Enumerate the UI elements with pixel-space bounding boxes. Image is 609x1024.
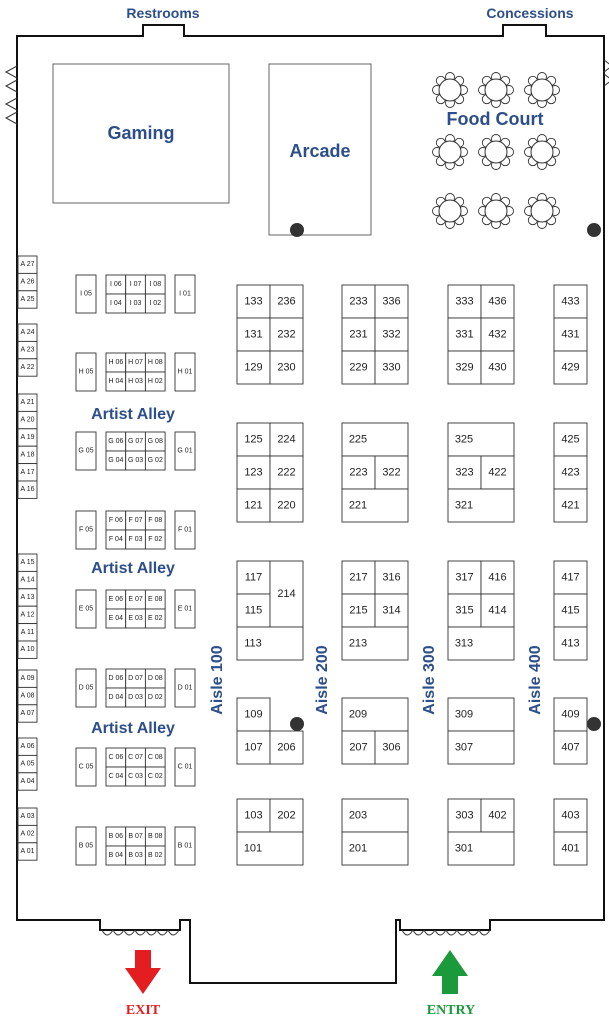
round-table-icon: [479, 135, 514, 170]
artist-alley-label: Artist Alley: [91, 720, 175, 737]
vendor-booth-label: 316: [382, 571, 401, 584]
artist-booth-label: C 06: [108, 754, 124, 761]
a-booth-label: A 02: [20, 830, 35, 838]
artist-booth-label: B 01: [177, 842, 193, 850]
vendor-booth-label: 303: [455, 809, 474, 822]
artist-booth-label: D 07: [128, 675, 143, 682]
double-door-icon: [6, 98, 17, 124]
vendor-booth-label: 129: [244, 361, 263, 374]
pillar-icon: [290, 223, 304, 237]
artist-booth-label: B 04: [108, 852, 124, 859]
a-booth-label: A 25: [20, 296, 35, 303]
a-booth-label: A 16: [20, 486, 35, 494]
artist-booth-label: I 05: [80, 290, 92, 298]
artist-booth-label: H 06: [108, 359, 124, 366]
artist-booth-label: C 04: [108, 773, 124, 780]
exit-arrow-icon: [125, 950, 161, 994]
arcade-label: Arcade: [289, 141, 351, 161]
vendor-booth-label: 323: [455, 466, 474, 479]
artist-booth-label: D 02: [147, 694, 163, 701]
artist-booth-label: D 06: [108, 675, 124, 682]
double-door-icon: [6, 66, 17, 92]
artist-booth-label: F 01: [177, 526, 193, 534]
artist-booth-label: E 03: [128, 615, 143, 622]
round-table-icon: [525, 135, 560, 170]
vendor-booth-label: 336: [382, 295, 401, 308]
artist-booth-label: C 01: [177, 763, 193, 771]
vendor-booth-label: 301: [454, 842, 474, 855]
artist-booth-label: F 02: [148, 536, 163, 543]
vendor-booth-label: 123: [244, 466, 263, 479]
vendor-booth-label: 230: [277, 361, 296, 374]
artist-booth-label: C 05: [78, 763, 94, 771]
vendor-booth-label: 436: [488, 295, 507, 308]
vendor-booth-label: 413: [561, 637, 580, 650]
vendor-booth-label: 421: [561, 499, 580, 512]
vendor-booth-label: 314: [382, 604, 401, 617]
concessions-label: Concessions: [486, 5, 574, 21]
round-table-icon: [479, 194, 514, 229]
vendor-booth-label: 232: [277, 328, 296, 341]
vendor-booth-label: 223: [349, 466, 368, 479]
vendor-booth-label: 224: [277, 433, 296, 446]
artist-booth-label: G 04: [108, 457, 124, 464]
vendor-booth-label: 330: [382, 361, 401, 374]
artist-booth-label: B 07: [128, 833, 143, 840]
vendor-booth-label: 306: [382, 741, 401, 754]
artist-booth-label: C 08: [147, 754, 163, 761]
aisle-300-label: Aisle 300: [421, 645, 438, 715]
vendor-booth-label: 225: [348, 433, 368, 446]
artist-booth-label: E 07: [128, 596, 143, 603]
a-booth-label: A 24: [20, 329, 35, 337]
vendor-booth-label: 423: [561, 466, 580, 479]
vendor-booth-label: 107: [244, 741, 263, 754]
vendor-booth-label: 101: [243, 842, 263, 855]
vendor-booth-label: 206: [277, 741, 296, 754]
aisle-400-label: Aisle 400: [527, 645, 544, 715]
vendor-booth-label: 425: [561, 433, 580, 446]
vendor-booth-label: 415: [561, 604, 580, 617]
a-booth-label: A 10: [20, 646, 35, 654]
round-table-icon: [479, 73, 514, 108]
vendor-booth-label: 333: [455, 295, 474, 308]
artist-booth-label: H 03: [128, 378, 143, 385]
vendor-booth-label: 429: [561, 361, 580, 374]
vendor-booth-label: 433: [561, 295, 580, 308]
pillar-icon: [587, 223, 601, 237]
artist-alley-label: Artist Alley: [91, 560, 175, 577]
a-booth-label: A 06: [20, 743, 35, 751]
a-booth-label: A 03: [20, 813, 35, 821]
aisle-100-label: Aisle 100: [209, 645, 226, 715]
artist-booth-label: H 07: [128, 359, 143, 366]
vendor-booth-label: 431: [561, 328, 580, 341]
artist-booth-label: G 07: [127, 438, 144, 445]
vendor-booth-label: 233: [349, 295, 368, 308]
artist-booth-label: H 04: [108, 378, 124, 385]
artist-booth-label: I 04: [110, 300, 122, 307]
a-booth-label: A 17: [20, 468, 35, 476]
vendor-booth-label: 317: [455, 571, 474, 584]
artist-booth-label: E 04: [108, 615, 124, 622]
vendor-booth-label: 401: [561, 842, 580, 855]
vendor-booth-label: 203: [348, 809, 368, 822]
artist-booth-label: I 06: [110, 281, 122, 288]
vendor-booth-label: 202: [277, 809, 296, 822]
artist-booth-label: F 06: [108, 517, 123, 524]
entry-arrow-icon: [432, 950, 468, 994]
vendor-booth-label: 416: [488, 571, 507, 584]
a-booth-label: A 12: [20, 611, 35, 619]
gaming-label: Gaming: [107, 123, 175, 143]
artist-booth-label: B 03: [128, 852, 143, 859]
pillar-icon: [290, 717, 304, 731]
vendor-booth-label: 331: [455, 328, 474, 341]
a-booth-label: A 04: [20, 778, 35, 785]
artist-booth-label: B 02: [148, 852, 163, 859]
a-booth-label: A 20: [20, 416, 35, 424]
a-booth-label: A 19: [20, 434, 35, 441]
artist-booth-label: B 05: [78, 842, 94, 850]
vendor-booth-label: 231: [349, 328, 368, 341]
vendor-booth-label: 213: [348, 637, 368, 650]
artist-booth-label: F 07: [128, 517, 143, 524]
vendor-booth-label: 417: [561, 571, 580, 584]
artist-booth-label: D 04: [108, 694, 124, 701]
vendor-booth-label: 322: [382, 466, 401, 479]
pillar-icon: [587, 717, 601, 731]
artist-booth-label: H 01: [177, 368, 193, 376]
exit-label: EXIT: [125, 1003, 161, 1018]
a-booth-label: A 15: [20, 559, 35, 567]
entry-label: ENTRY: [426, 1003, 476, 1018]
artist-booth-label: F 03: [128, 536, 143, 543]
vendor-booth-label: 220: [277, 499, 296, 512]
vendor-booth-label: 402: [488, 809, 507, 822]
artist-booth-label: F 05: [78, 526, 94, 534]
a-booth-label: A 01: [20, 848, 35, 855]
artist-booth-label: G 06: [108, 438, 124, 445]
a-booth-label: A 14: [20, 576, 35, 584]
vendor-booth-label: 409: [561, 708, 580, 721]
artist-booth-label: I 02: [149, 300, 162, 307]
vendor-booth-label: 229: [349, 361, 368, 374]
a-booth-label: A 22: [20, 364, 35, 371]
a-booth-label: A 08: [20, 692, 35, 700]
restrooms-label: Restrooms: [126, 5, 200, 21]
aisle-200-label: Aisle 200: [314, 645, 331, 715]
artist-booth-label: B 06: [108, 833, 124, 840]
artist-booth-label: E 05: [78, 605, 94, 613]
artist-booth-label: E 02: [148, 615, 163, 622]
a-booth-label: A 05: [20, 760, 35, 768]
artist-booth-label: E 06: [108, 596, 124, 603]
artist-booth-label: H 08: [147, 359, 163, 366]
vendor-booth-label: 309: [454, 708, 474, 721]
artist-booth-label: D 03: [128, 694, 143, 701]
a-booth-label: A 11: [20, 628, 35, 636]
vendor-booth-label: 422: [488, 466, 507, 479]
round-table-icon: [433, 73, 468, 108]
a-booth-label: A 18: [20, 451, 35, 459]
a-booth-label: A 07: [20, 710, 35, 717]
vendor-booth-label: 321: [454, 499, 474, 512]
vendor-booth-label: 332: [382, 328, 401, 341]
vendor-booth-label: 214: [277, 588, 296, 600]
vendor-booth-label: 430: [488, 361, 507, 374]
artist-booth-label: H 05: [78, 368, 94, 376]
artist-booth-label: B 08: [148, 833, 163, 840]
artist-alley-label: Artist Alley: [91, 406, 175, 423]
artist-booth-label: C 07: [128, 754, 143, 761]
vendor-booth-label: 414: [488, 604, 507, 617]
artist-booth-label: E 01: [177, 605, 193, 613]
artist-booth-label: D 01: [177, 684, 193, 692]
artist-booth-label: F 04: [108, 536, 123, 543]
vendor-booth-label: 209: [348, 708, 368, 721]
vendor-booth-label: 315: [455, 604, 474, 617]
round-table-icon: [525, 73, 560, 108]
a-booth-label: A 09: [20, 675, 35, 683]
round-table-icon: [525, 194, 560, 229]
artist-booth-label: D 05: [78, 684, 94, 692]
vendor-booth-label: 117: [244, 571, 263, 584]
vendor-booth-label: 103: [244, 809, 263, 822]
vendor-booth-label: 217: [349, 571, 368, 584]
vendor-booth-label: 222: [277, 466, 296, 479]
vendor-booth-label: 121: [244, 499, 263, 512]
vendor-booth-label: 307: [454, 741, 474, 754]
a-booth-label: A 26: [20, 278, 35, 286]
vendor-booth-label: 207: [349, 741, 368, 754]
artist-booth-label: I 07: [129, 281, 142, 288]
artist-booth-label: E 08: [148, 596, 163, 603]
artist-booth-label: I 08: [149, 281, 162, 288]
vendor-booth-label: 236: [277, 295, 296, 308]
vendor-booth-label: 115: [244, 604, 263, 617]
vendor-booth-label: 325: [454, 433, 474, 446]
artist-booth-label: C 03: [128, 773, 143, 780]
vendor-booth-label: 403: [561, 809, 580, 822]
artist-booth-label: I 03: [129, 300, 142, 307]
vendor-booth-label: 215: [349, 604, 368, 617]
vendor-booth-label: 407: [561, 741, 580, 754]
vendor-booth-label: 109: [244, 708, 263, 721]
a-booth-label: A 27: [20, 261, 35, 269]
vendor-booth-label: 432: [488, 328, 507, 341]
a-booth-label: A 21: [20, 399, 35, 407]
vendor-booth-label: 329: [455, 361, 474, 374]
artist-booth-label: D 08: [147, 675, 163, 682]
artist-booth-label: I 01: [179, 290, 191, 298]
vendor-booth-label: 125: [244, 433, 263, 446]
artist-booth-label: G 08: [147, 438, 163, 445]
vendor-booth-label: 113: [244, 637, 262, 650]
artist-booth-label: G 05: [78, 447, 94, 455]
artist-booth-label: F 08: [148, 517, 163, 524]
artist-booth-label: C 02: [147, 773, 163, 780]
round-table-icon: [433, 194, 468, 229]
food-court-label: Food Court: [446, 109, 544, 129]
vendor-booth-label: 131: [244, 328, 263, 341]
artist-booth-label: G 02: [147, 457, 163, 464]
vendor-booth-label: 201: [348, 842, 368, 855]
vendor-booth-label: 133: [244, 295, 263, 308]
vendor-booth-label: 313: [454, 637, 474, 650]
vendor-booth-label: 221: [348, 499, 368, 512]
artist-booth-label: G 03: [127, 457, 144, 464]
round-table-icon: [433, 135, 468, 170]
a-booth-label: A 23: [20, 346, 35, 354]
artist-booth-label: H 02: [147, 378, 163, 385]
artist-booth-label: G 01: [177, 447, 193, 455]
a-booth-label: A 13: [20, 594, 35, 601]
